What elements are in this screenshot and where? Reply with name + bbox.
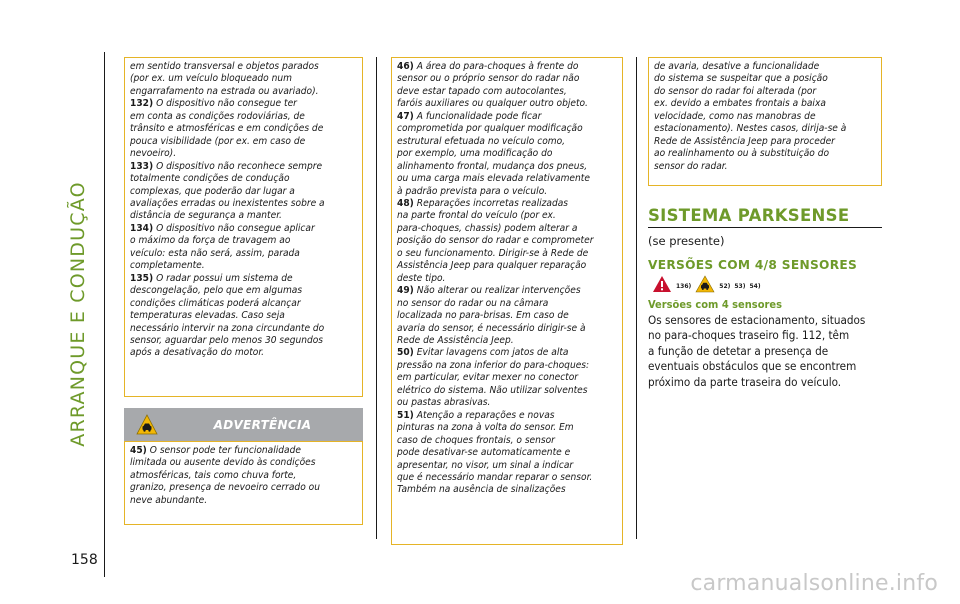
note-line (397, 410, 617, 422)
note-line (397, 235, 617, 247)
note-line (654, 136, 876, 148)
ref-c: 53) (734, 283, 746, 290)
section-body (648, 313, 886, 390)
note-line (397, 422, 617, 434)
note-text: A funcionalidade pode ficar (416, 110, 542, 122)
note-text: o máximo da força de travagem ao (130, 235, 291, 247)
note-line (397, 397, 617, 409)
note-text: pouca visibilidade (por ex. em caso de (130, 135, 306, 147)
note-text: para-choques, chassis) podem alterar a (397, 222, 578, 234)
note-number: 50) (397, 347, 414, 359)
column-divider-1 (376, 57, 377, 539)
note-text: sensor do radar. (654, 160, 728, 172)
note-line (654, 123, 876, 135)
body-line: eventuais obstáculos que se encontrem (648, 359, 857, 374)
note-number: 132) (130, 98, 154, 110)
ref-d: 54) (749, 283, 761, 290)
note-text: na parte frontal do veículo (por ex. (397, 210, 556, 222)
note-line (397, 86, 617, 98)
note-text: estrutural efetuada no veículo como, (397, 135, 566, 147)
note-text: completamente. (130, 260, 205, 272)
note-text: faróis auxiliares ou qualquer outro objeto. (397, 98, 588, 110)
note-text: O dispositivo não reconhece sempre (156, 160, 323, 172)
note-number: 47) (397, 110, 414, 122)
note-text: estacionamento). Nestes casos, dirija-se à (654, 123, 847, 135)
note-line (397, 223, 617, 235)
note-text: elétrico do sistema. Não utilizar solventes (397, 384, 588, 396)
note-line (130, 235, 357, 247)
note-number: 51) (397, 409, 414, 421)
note-line (130, 210, 357, 222)
note-text: ao realinhamento ou à substituição do (654, 148, 830, 160)
subsection-heading: Versões com 4 sensores (648, 298, 782, 311)
note-line (397, 460, 617, 472)
reference-icons (652, 271, 761, 293)
note-text: sensor, aguardar pelo menos 30 segundos (130, 334, 324, 346)
note-text: localizada no para-brisas. Em caso de (397, 310, 569, 322)
note-text: em particular, evitar mexer no conector (397, 372, 579, 384)
note-line (397, 335, 617, 347)
note-line (397, 260, 617, 272)
note-text: do sistema se suspeitar que a posição (654, 73, 828, 85)
note-line (130, 186, 357, 198)
note-text: em sentido transversal e objetos parados (130, 61, 319, 72)
note-line (130, 111, 357, 123)
caution-car-icon (695, 275, 715, 293)
note-line (130, 495, 357, 507)
body-line: próximo da parte traseira do veículo. (648, 374, 842, 389)
note-text: avaria do sensor, é necessário dirigir-se à (397, 322, 586, 334)
note-line (130, 136, 357, 148)
note-number: 135) (130, 272, 154, 284)
note-number: 133) (130, 160, 154, 172)
note-line (130, 260, 357, 272)
column-divider-2 (636, 57, 637, 539)
note-line (654, 98, 876, 110)
note-text: velocidade, como nas manobras de (654, 110, 816, 122)
note-text: deste tipo. (397, 272, 446, 284)
note-text: nevoeiro). (130, 148, 177, 160)
note-line (397, 360, 617, 372)
note-line (654, 73, 876, 85)
note-line (397, 198, 617, 210)
danger-warning-icon (652, 275, 672, 293)
section-note: (se presente) (648, 234, 725, 248)
note-line (130, 148, 357, 160)
note-line (397, 323, 617, 335)
note-text: condições climáticas poderá alcançar (130, 297, 301, 309)
warning-header (124, 408, 363, 441)
note-line (397, 248, 617, 260)
warning-box (124, 441, 363, 525)
note-text: ou pastas abrasivas. (397, 397, 491, 409)
note-line (397, 372, 617, 384)
note-text: necessário intervir na zona circundante do (130, 322, 325, 334)
ref-a: 136) (676, 283, 692, 290)
note-line (130, 310, 357, 322)
note-line (397, 347, 617, 359)
note-line (130, 61, 357, 73)
note-text: O dispositivo não consegue ter (156, 98, 297, 110)
note-line (654, 148, 876, 160)
note-line (130, 273, 357, 285)
note-text: que é necessário mandar reparar o sensor. (397, 471, 593, 483)
note-line (397, 484, 617, 496)
note-line (397, 173, 617, 185)
note-text: complexas, que poderão dar lugar a (130, 185, 295, 197)
note-text: após a desativação do motor. (130, 347, 265, 359)
note-line (130, 73, 357, 85)
note-line (397, 161, 617, 173)
note-text: deve estar tapado com autocolantes, (397, 85, 567, 97)
note-number: 48) (397, 197, 414, 209)
note-number: 49) (397, 285, 414, 297)
notes-box-col3 (648, 57, 882, 186)
note-line (130, 223, 357, 235)
section-title: SISTEMA PARKSENSE (648, 206, 882, 228)
note-text: ou uma carga mais elevada relativamente (397, 173, 590, 185)
notes-box-col2 (391, 57, 623, 545)
note-line (397, 385, 617, 397)
note-text: Reparações incorretas realizadas (416, 197, 569, 209)
note-line (130, 173, 357, 185)
note-text: apresentar, no visor, um sinal a indicar (397, 459, 574, 471)
note-line (130, 98, 357, 110)
note-line (397, 273, 617, 285)
notes-box-col1 (124, 57, 363, 397)
note-line (130, 86, 357, 98)
note-line (130, 198, 357, 210)
note-text: O dispositivo não consegue aplicar (156, 222, 315, 234)
note-text: temperaturas elevadas. Caso seja (130, 310, 285, 322)
body-line: no para-choques traseiro fig. 112, têm (648, 328, 850, 343)
note-text: Rede de Assistência Jeep. (397, 334, 514, 346)
note-text: O radar possui um sistema de (156, 272, 293, 284)
note-line (397, 435, 617, 447)
note-line (130, 298, 357, 310)
body-line: Os sensores de estacionamento, situados (648, 313, 866, 327)
note-line (130, 470, 357, 482)
note-line (397, 447, 617, 459)
note-line (130, 285, 357, 297)
note-line (130, 323, 357, 335)
note-line (397, 472, 617, 484)
note-number: 45) (130, 445, 147, 456)
note-line (130, 248, 357, 260)
note-text: Atenção a reparações e novas (416, 409, 555, 421)
note-line (130, 457, 357, 469)
note-text: caso de choques frontais, o sensor (397, 434, 555, 446)
note-text: o seu funcionamento. Dirigir-se à Rede de (397, 247, 589, 259)
note-number: 46) (397, 61, 414, 72)
note-text: Não alterar ou realizar intervenções (416, 285, 581, 297)
note-line (397, 298, 617, 310)
note-line (130, 335, 357, 347)
watermark: carmanualsonline.info (690, 571, 938, 596)
note-line (397, 61, 617, 73)
note-text: A área do para-choques à frente do (416, 61, 579, 72)
note-text: veículo: esta não será, assim, parada (130, 247, 300, 259)
note-text: limitada ou ausente devido às condições (130, 457, 316, 469)
note-text: trânsito e atmosféricas e em condições de (130, 123, 324, 135)
note-line (397, 111, 617, 123)
note-text: comprometida por qualquer modificação (397, 123, 583, 135)
note-line (654, 61, 876, 73)
ref-b: 52) (719, 283, 731, 290)
note-text: descongelação, pelo que em algumas (130, 285, 303, 297)
note-text: (por ex. um veículo bloqueado num (130, 73, 292, 85)
note-line (130, 445, 357, 457)
note-text: neve abundante. (130, 494, 208, 506)
note-line (397, 73, 617, 85)
note-line (397, 310, 617, 322)
note-text: Também na ausência de sinalizações (397, 484, 566, 496)
note-text: Assistência Jeep para qualquer reparação (397, 260, 587, 272)
side-divider (104, 52, 105, 577)
note-line (397, 210, 617, 222)
note-text: totalmente condições de condução (130, 173, 290, 185)
note-line (397, 98, 617, 110)
note-text: alinhamento frontal, mudança dos pneus, (397, 160, 588, 172)
note-line (130, 482, 357, 494)
note-line (654, 86, 876, 98)
note-text: atmosféricas, tais como chuva forte, (130, 469, 297, 481)
note-text: de avaria, desative a funcionalidade (654, 61, 820, 72)
note-text: ex. devido a embates frontais a baixa (654, 98, 826, 110)
note-text: pode desativar-se automaticamente e (397, 447, 571, 459)
note-line (397, 136, 617, 148)
body-line: a função de detetar a presença de (648, 343, 829, 358)
section-subtitle: VERSÕES COM 4/8 SENSORES (648, 258, 858, 272)
note-text: por exemplo, uma modificação do (397, 148, 553, 160)
note-text: à padrão prevista para o veículo. (397, 185, 548, 197)
note-text: pinturas na zona à volta do sensor. Em (397, 422, 574, 434)
note-text: Evitar lavagens com jatos de alta (416, 347, 569, 359)
note-line (130, 123, 357, 135)
note-text: sensor ou o próprio sensor do radar não (397, 73, 580, 85)
note-text: no sensor do radar ou na câmara (397, 297, 549, 309)
note-line (654, 161, 876, 173)
note-text: posição do sensor do radar e comprometer (397, 235, 594, 247)
note-text: engarrafamento na estrada ou avariado). (130, 85, 319, 97)
note-line (397, 186, 617, 198)
note-line (397, 285, 617, 297)
page-number: 158 (71, 552, 98, 568)
note-line (397, 123, 617, 135)
note-text: O sensor pode ter funcionalidade (149, 445, 301, 456)
note-number: 134) (130, 222, 154, 234)
note-text: pressão na zona inferior do para-choques: (397, 359, 590, 371)
warning-title: ADVERTÊNCIA (213, 418, 312, 432)
note-text: avaliações erradas ou inexistentes sobre a (130, 197, 325, 209)
note-text: Rede de Assistência Jeep para proceder (654, 135, 835, 147)
note-line (130, 347, 357, 359)
note-line (654, 111, 876, 123)
note-text: do sensor do radar foi alterada (por (654, 85, 817, 97)
note-text: em conta as condições rodoviárias, de (130, 110, 305, 122)
note-text: distância de segurança a manter. (130, 210, 282, 222)
note-text: granizo, presença de nevoeiro cerrado ou (130, 482, 320, 494)
note-line (397, 148, 617, 160)
note-line (130, 161, 357, 173)
